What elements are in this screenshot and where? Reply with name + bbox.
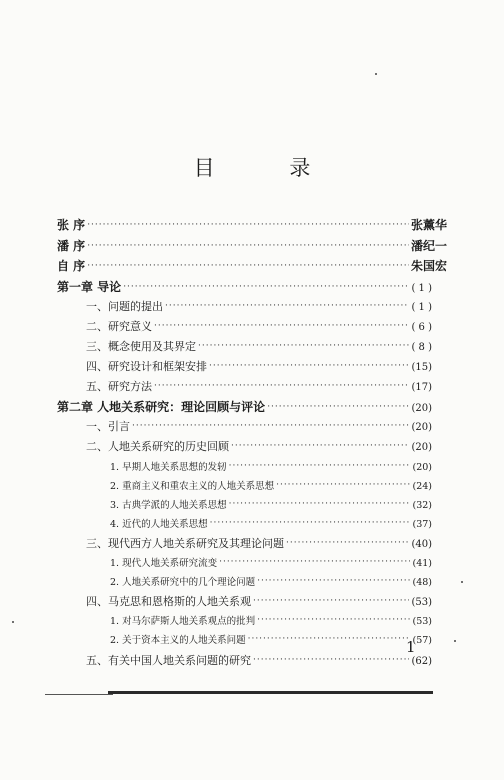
toc-subentry[interactable] [110, 555, 432, 569]
dot-leader [229, 499, 411, 509]
toc-label: 1. 对马尔萨斯人地关系观点的批判 [110, 616, 256, 627]
toc-subentry[interactable] [110, 574, 432, 588]
toc-page: (37) [412, 519, 432, 530]
toc-page: (48) [412, 577, 432, 588]
dot-leader [276, 480, 410, 490]
toc-page: (40) [411, 539, 432, 550]
toc-label: 自 序 [57, 259, 86, 273]
toc-label: 一、问题的提出 [86, 300, 163, 313]
dot-leader [257, 576, 410, 586]
toc-entry[interactable] [86, 378, 432, 394]
toc-label: 三、现代西方人地关系研究及其理论问题 [86, 537, 284, 550]
toc-label: 1. 现代人地关系研究流变 [110, 558, 218, 569]
toc-page: (53) [412, 616, 432, 627]
toc-label: 2. 重商主义和重农主义的人地关系思想 [110, 481, 275, 492]
dot-leader [253, 596, 409, 606]
toc-title: 目 录 [193, 156, 345, 180]
toc-label: 2. 关于资本主义的人地关系问题 [110, 635, 246, 646]
dot-leader [154, 321, 409, 331]
toc-entry-chapter-2[interactable] [57, 398, 432, 415]
toc-entry-chapter-1[interactable] [57, 278, 432, 295]
dot-leader [248, 634, 411, 644]
toc-subentry[interactable] [110, 459, 432, 473]
toc-subentry[interactable] [110, 478, 432, 492]
toc-label: 二、人地关系研究的历史回顾 [86, 440, 229, 453]
toc-entry[interactable] [86, 652, 432, 668]
toc-subentry[interactable] [110, 632, 432, 646]
toc-subentry[interactable] [110, 613, 432, 627]
toc-entry-preface-self[interactable] [57, 257, 447, 274]
dot-leader [267, 402, 409, 412]
toc-label: 五、研究方法 [86, 380, 152, 393]
scan-speck [461, 581, 463, 583]
toc-page: 潘纪一 [410, 239, 447, 253]
toc-label: 第二章 人地关系研究：理论回顾与评论 [57, 400, 266, 414]
dot-leader [87, 261, 409, 271]
dot-leader [198, 341, 409, 351]
toc-label: 4. 近代的人地关系思想 [110, 519, 208, 530]
toc-page: (17) [411, 382, 432, 393]
dot-leader [209, 361, 409, 371]
dot-leader [87, 241, 409, 251]
toc-page: ( 1 ) [411, 283, 432, 294]
toc-label: 1. 早期人地关系思想的发轫 [110, 462, 227, 473]
toc-entry-preface-pan[interactable] [57, 237, 447, 254]
toc-page: (32) [412, 500, 432, 511]
dot-leader [87, 220, 409, 230]
toc-entry[interactable] [86, 298, 432, 314]
dot-leader [219, 557, 410, 567]
toc-page: (62) [411, 656, 432, 667]
footer-rule-thick [108, 691, 433, 694]
dot-leader [231, 441, 409, 451]
toc-subentry[interactable] [110, 516, 432, 530]
dot-leader [257, 615, 410, 625]
toc-page: (20) [411, 442, 432, 453]
toc-label: 四、研究设计和框架安排 [86, 360, 207, 373]
toc-page: ( 1 ) [411, 302, 432, 313]
toc-page: (24) [412, 481, 432, 492]
toc-label: 2. 人地关系研究中的几个理论问题 [110, 577, 256, 588]
toc-label: 四、马克思和恩格斯的人地关系观 [86, 595, 251, 608]
scan-speck [454, 640, 456, 642]
toc-page: (20) [411, 422, 432, 433]
toc-entry-preface-zhang[interactable] [57, 216, 447, 233]
toc-label: 第一章 导论 [57, 280, 122, 294]
toc-entry[interactable] [86, 418, 432, 434]
dot-leader [132, 421, 409, 431]
toc-entry[interactable] [86, 338, 432, 354]
toc-entry[interactable] [86, 593, 432, 609]
toc-entry[interactable] [86, 358, 432, 374]
dot-leader [165, 301, 409, 311]
toc-page: ( 6 ) [411, 322, 432, 333]
toc-entry[interactable] [86, 438, 432, 454]
toc-page: (53) [411, 597, 432, 608]
toc-label: 一、引言 [86, 420, 130, 433]
toc-page: (20) [412, 462, 432, 473]
footer-rule-thin [45, 694, 113, 695]
dot-leader [253, 655, 409, 665]
toc-entry[interactable] [86, 318, 432, 334]
toc-label: 三、概念使用及其界定 [86, 340, 196, 353]
toc-label: 3. 古典学派的人地关系思想 [110, 500, 227, 511]
dot-leader [154, 381, 409, 391]
toc-entry[interactable] [86, 535, 432, 551]
dot-leader [123, 282, 409, 292]
toc-page: ( 8 ) [411, 342, 432, 353]
toc-page: (41) [412, 558, 432, 569]
toc-label: 二、研究意义 [86, 320, 152, 333]
toc-label: 潘 序 [57, 239, 86, 253]
toc-subentry[interactable] [110, 497, 432, 511]
page-number: 1 [406, 638, 416, 656]
toc-page: (20) [411, 403, 432, 414]
scan-speck [12, 621, 14, 623]
toc-label: 五、有关中国人地关系问题的研究 [86, 654, 251, 667]
toc-label: 张 序 [57, 218, 86, 232]
dot-leader [210, 518, 411, 528]
dot-leader [229, 461, 411, 471]
toc-page: 朱国宏 [410, 259, 447, 273]
scan-speck [375, 73, 377, 75]
toc-page: (15) [411, 362, 432, 373]
dot-leader [286, 538, 409, 548]
toc-page: 张薰华 [410, 218, 447, 232]
toc-page: (57) [412, 635, 432, 646]
